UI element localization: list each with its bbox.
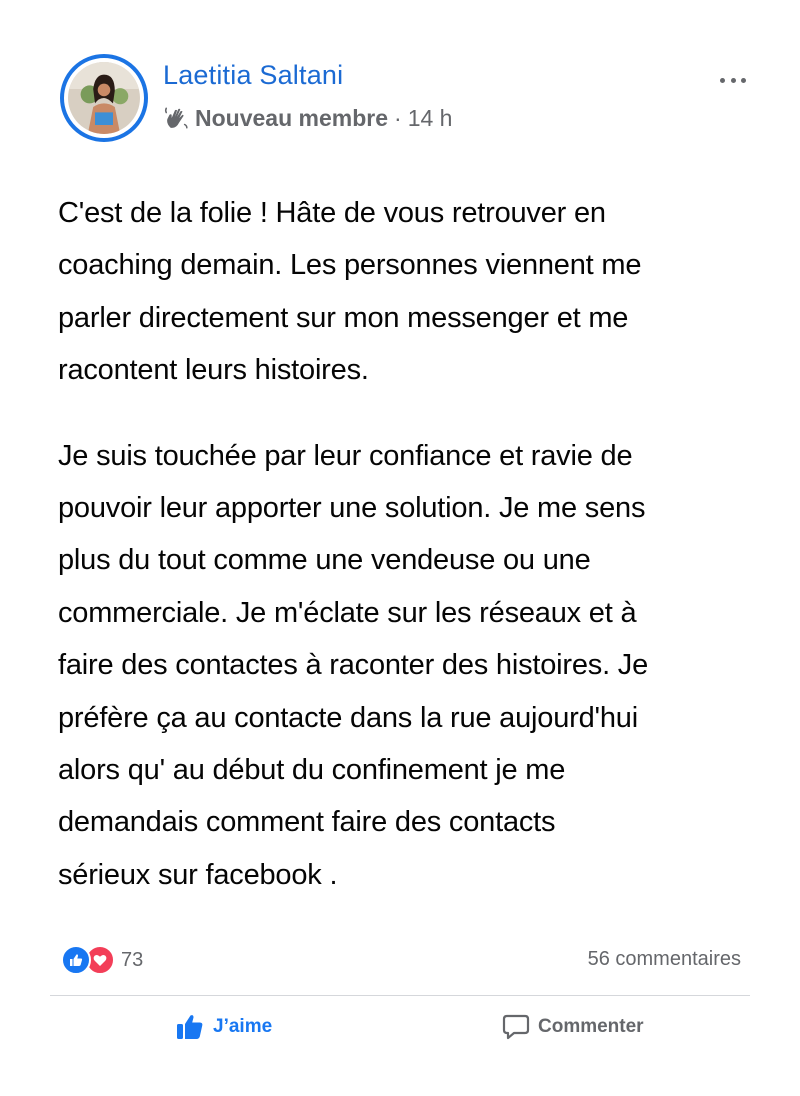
post-meta — [163, 103, 452, 133]
reactions-summary[interactable] — [61, 944, 143, 976]
comment-bubble-icon — [502, 1013, 530, 1041]
divider — [50, 995, 750, 996]
post-paragraph: C'est de la folie ! Hâte de vous retrouver en coaching demain. Les personnes viennent me parler directement sur mon messenger et me racontent leurs histoires. — [58, 197, 642, 387]
comment-label: Commenter — [538, 1016, 644, 1037]
author-name[interactable]: Laetitia Saltani — [163, 60, 344, 90]
like-button[interactable] — [175, 1008, 272, 1046]
avatar — [68, 62, 140, 134]
more-dot-icon — [741, 78, 746, 83]
reaction-count: 73 — [121, 948, 144, 971]
comment-count-link[interactable]: 56 commentaires — [587, 948, 741, 970]
more-options-button[interactable] — [716, 66, 750, 94]
like-label: J’aime — [213, 1016, 273, 1037]
more-dot-icon — [731, 78, 736, 83]
comment-button[interactable] — [502, 1008, 644, 1046]
like-reaction-icon — [61, 945, 91, 975]
member-badge[interactable]: Nouveau membre — [195, 104, 389, 131]
meta-separator: · — [394, 104, 402, 131]
thumbs-up-icon — [175, 1013, 205, 1041]
post-body — [58, 187, 758, 901]
post-timestamp[interactable]: 14 h — [407, 104, 453, 131]
post-paragraph: Je suis touchée par leur confiance et ravie de pouvoir leur apporter une solution. Je me sens plus du tout comme une vendeuse ou une commerciale. Je m'éclate sur les réseaux et à faire des contactes à raconter des histoires. Je préfère ça au contacte dans la rue aujourd'hui alors qu' au début du confinement je me demandais comment faire des contacts sérieux sur facebook . — [58, 439, 649, 891]
more-dot-icon — [720, 78, 725, 83]
avatar-ring[interactable] — [60, 54, 148, 142]
waving-hand-icon — [163, 105, 189, 131]
